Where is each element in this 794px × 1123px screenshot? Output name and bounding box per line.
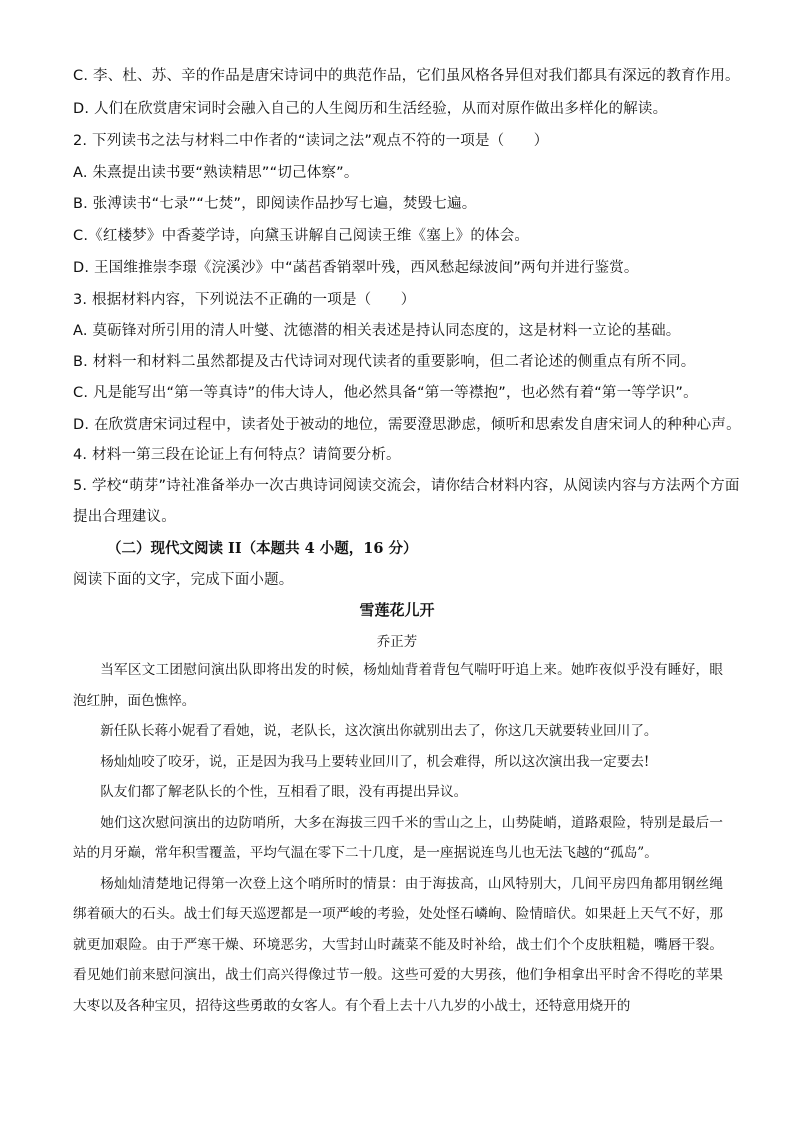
section-instruction: 阅读下面的文字，完成下面小题。 — [73, 572, 294, 588]
story-paragraph: 她们这次慰问演出的边防哨所，大多在海拔三四千米的雪山之上，山势陡峭，道路艰险，特别是最后一站的月牙巅，常年积雪覆盖，平均气温在零下二十几度，是一座据说连鸟儿也无法飞越的“孤岛”。 — [73, 814, 723, 861]
q3-option-c: C. 凡是能写出“第一等真诗”的伟大诗人，他必然具备“第一等襟抱”，也必然有着“第一等学识”。 — [73, 385, 698, 401]
story-paragraph: 当军区文工团慰问演出队即将出发的时候，杨灿灿背着背包气喘吁吁追上来。她昨夜似乎没有睡好，眼泡红肿，面色憔悴。 — [73, 662, 723, 709]
story-paragraph: 杨灿灿清楚地记得第一次登上这个哨所时的情景：由于海拔高，山风特别大，几间平房四角都用钢丝绳绑着硕大的石头。战士们每天巡逻都是一项严峻的考验，处处怪石嶙峋、险情暗伏。如果赶上天气不好，那就更加艰险。由于严寒干燥、环境恶劣，大雪封山时蔬菜不能及时补给，战士们个个皮肤粗糙，嘴唇干裂。看见她们前来慰问演出，战士们高兴得像过节一般。这些可爱的大男孩，他们争相拿出平时舍不得吃的苹果大枣以及各种宝贝，招待这些勇敢的女客人。有个看上去十八九岁的小战士，还特意用烧开的 — [73, 875, 723, 1014]
story-paragraph: 队友们都了解老队长的个性，互相看了眼，没有再提出异议。 — [100, 784, 468, 800]
q5-stem-line2: 提出合理建议。 — [73, 509, 176, 525]
section-heading: （二）现代文阅读 II（本题共 4 小题，16 分） — [107, 540, 418, 557]
q3-stem: 3. 根据材料内容，下列说法不正确的一项是（ ） — [73, 292, 416, 308]
q1-option-d: D. 人们在欣赏唐宋词时会融入自己的人生阅历和生活经验，从而对原作做出多样化的解读。 — [73, 101, 668, 117]
q4-stem: 4. 材料一第三段在论证上有何特点？请简要分析。 — [73, 447, 401, 463]
story-paragraph: 新任队长蒋小妮看了看她，说，老队长，这次演出你就别出去了，你这几天就要转业回川了。 — [100, 723, 658, 739]
q3-option-a: A. 莫砺锋对所引用的清人叶燮、沈德潜的相关表述是持认同态度的，这是材料一立论的基础。 — [73, 323, 681, 339]
q2-option-d: D. 王国维推崇李璟《浣溪沙》中“菡萏香销翠叶残，西风愁起绿波间”两句并进行鉴赏。 — [73, 260, 639, 276]
q1-option-c: C. 李、杜、苏、辛的作品是唐宋诗词中的典范作品，它们虽风格各异但对我们都具有深远的教育作用。 — [73, 68, 740, 84]
q2-stem: 2. 下列读书之法与材料二中作者的“读词之法”观点不符的一项是（ ） — [73, 133, 549, 149]
q5-stem-line1: 5. 学校“萌芽”诗社准备举办一次古典诗词阅读交流会，请你结合材料内容，从阅读内容与方法两个方面 — [73, 478, 740, 494]
story-paragraph: 杨灿灿咬了咬牙，说，正是因为我马上要转业回川了，机会难得，所以这次演出我一定要去! — [100, 753, 650, 770]
q3-option-b: B. 材料一和材料二虽然都提及古代诗词对现代读者的重要影响，但二者论述的侧重点有所不同。 — [73, 354, 696, 370]
story-title: 雪莲花儿开 — [359, 601, 435, 619]
story-author: 乔正芳 — [376, 634, 418, 650]
q2-option-b: B. 张溥读书“七录”“七焚”，即阅读作品抄写七遍，焚毁七遍。 — [73, 196, 477, 212]
q2-option-c: C.《红楼梦》中香菱学诗，向黛玉讲解自己阅读王维《塞上》的体会。 — [73, 228, 530, 244]
q3-option-d: D. 在欣赏唐宋词过程中，读者处于被动的地位，需要澄思渺虑，倾听和思索发自唐宋词人的种种心声。 — [73, 417, 741, 433]
q2-option-a: A. 朱熹提出读书要“熟读精思”“切己体察”。 — [73, 165, 359, 181]
story-body — [73, 655, 723, 1021]
